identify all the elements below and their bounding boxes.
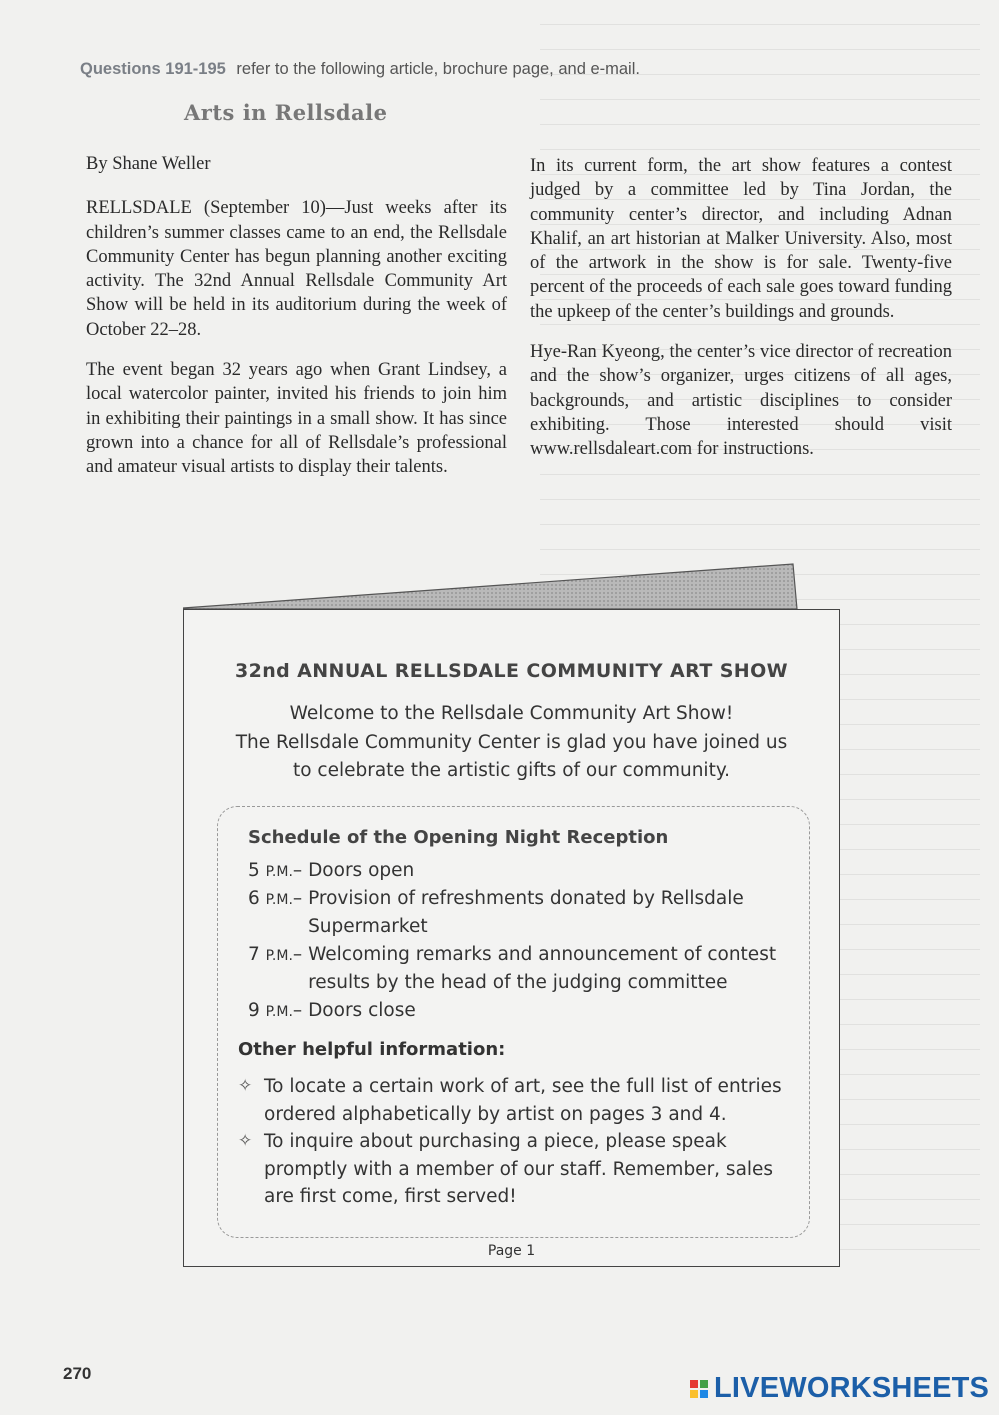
welcome-line: Welcome to the Rellsdale Community Art Show! [289,703,734,724]
info-item [238,1128,793,1211]
article-title: Arts in Rellsdale [184,100,388,125]
schedule-time: 7 P.M.– [248,944,309,965]
page-number: 270 [63,1364,92,1383]
schedule-row [248,941,793,997]
article-column-left [86,152,507,496]
schedule-time: 9 P.M.– [248,1000,309,1021]
schedule-time: 5 P.M.– [248,860,309,881]
article-byline: By Shane Weller [86,154,211,174]
article-paragraph: The event began 32 years ago when Grant Lindsey, a local watercolor painter, invited his friends to join him in exhibiting their paintings in a small show. It has since grown into a chance for all of Rellsdale’s professional and amateur visual artists to display their talents. [86,360,507,478]
brochure-page-label: Page 1 [487,1243,536,1259]
schedule-row [248,885,793,941]
question-range: Questions 191-195 [80,60,226,78]
welcome-line: to celebrate the artistic gifts of our community. [292,760,731,781]
schedule-desc: Provision of refreshments donated by Rellsdale Supermarket [308,888,744,937]
schedule-time: 6 P.M.– [248,888,309,909]
brochure-page [183,609,840,1267]
sparkle-icon: ✧ [238,1131,253,1151]
info-heading: Other helpful information: [238,1039,506,1060]
article-paragraph: Hye-Ran Kyeong, the center’s vice director of recreation and the show’s organizer, urges citizens of all ages, backgrounds, and artistic disciplines to consider exhibiting. Those interested should visit www.rellsdaleart.com for instructions. [530,342,952,460]
schedule-desc: Doors open [308,860,415,881]
liveworksheets-logo [690,1372,989,1405]
article-paragraph: RELLSDALE (September 10)—Just weeks after its children’s summer classes came to an end, the Rellsdale Community Center has begun planning another exciting activity. The 32nd Annual Rellsdale Community Art Show will be held in its auditorium during the week of October 22–28. [86,198,507,340]
logo-blocks-icon [690,1380,708,1398]
logo-text: LIVEWORKSHEETS [714,1372,990,1404]
reception-info-box [217,806,810,1238]
schedule-desc: Welcoming remarks and announcement of contest results by the head of the judging committee [308,944,777,993]
info-item [238,1073,793,1128]
info-text: To locate a certain work of art, see the full list of entries ordered alphabetically by artist on pages 3 and 4. [264,1076,782,1125]
welcome-line: The Rellsdale Community Center is glad you have joined us [235,731,788,753]
welcome-message [204,700,819,786]
schedule-desc: Doors close [308,1000,416,1021]
brochure-title: 32nd ANNUAL RELLSDALE COMMUNITY ART SHOW [234,660,789,682]
schedule-row [248,997,793,1026]
brochure-flap [183,560,801,616]
question-instruction: refer to the following article, brochure page, and e-mail. [236,60,640,78]
sparkle-icon: ✧ [238,1076,253,1096]
article-paragraph: In its current form, the art show features a contest judged by a committee led by Tina Jordan, the community center’s director, and including Adnan Khalif, an art historian at Malker University. Also, most of the artwork in the show is for sale. Twenty-five percent of the proceeds of each sale goes toward funding the upkeep of the center’s buildings and grounds. [530,156,952,322]
schedule-row [248,857,793,886]
question-header [80,60,640,79]
info-text: To inquire about purchasing a piece, please speak promptly with a member of our staff. Remember, sales are first come, first served! [264,1131,774,1207]
schedule-heading: Schedule of the Opening Night Reception [248,827,669,848]
article-column-right [530,154,952,478]
